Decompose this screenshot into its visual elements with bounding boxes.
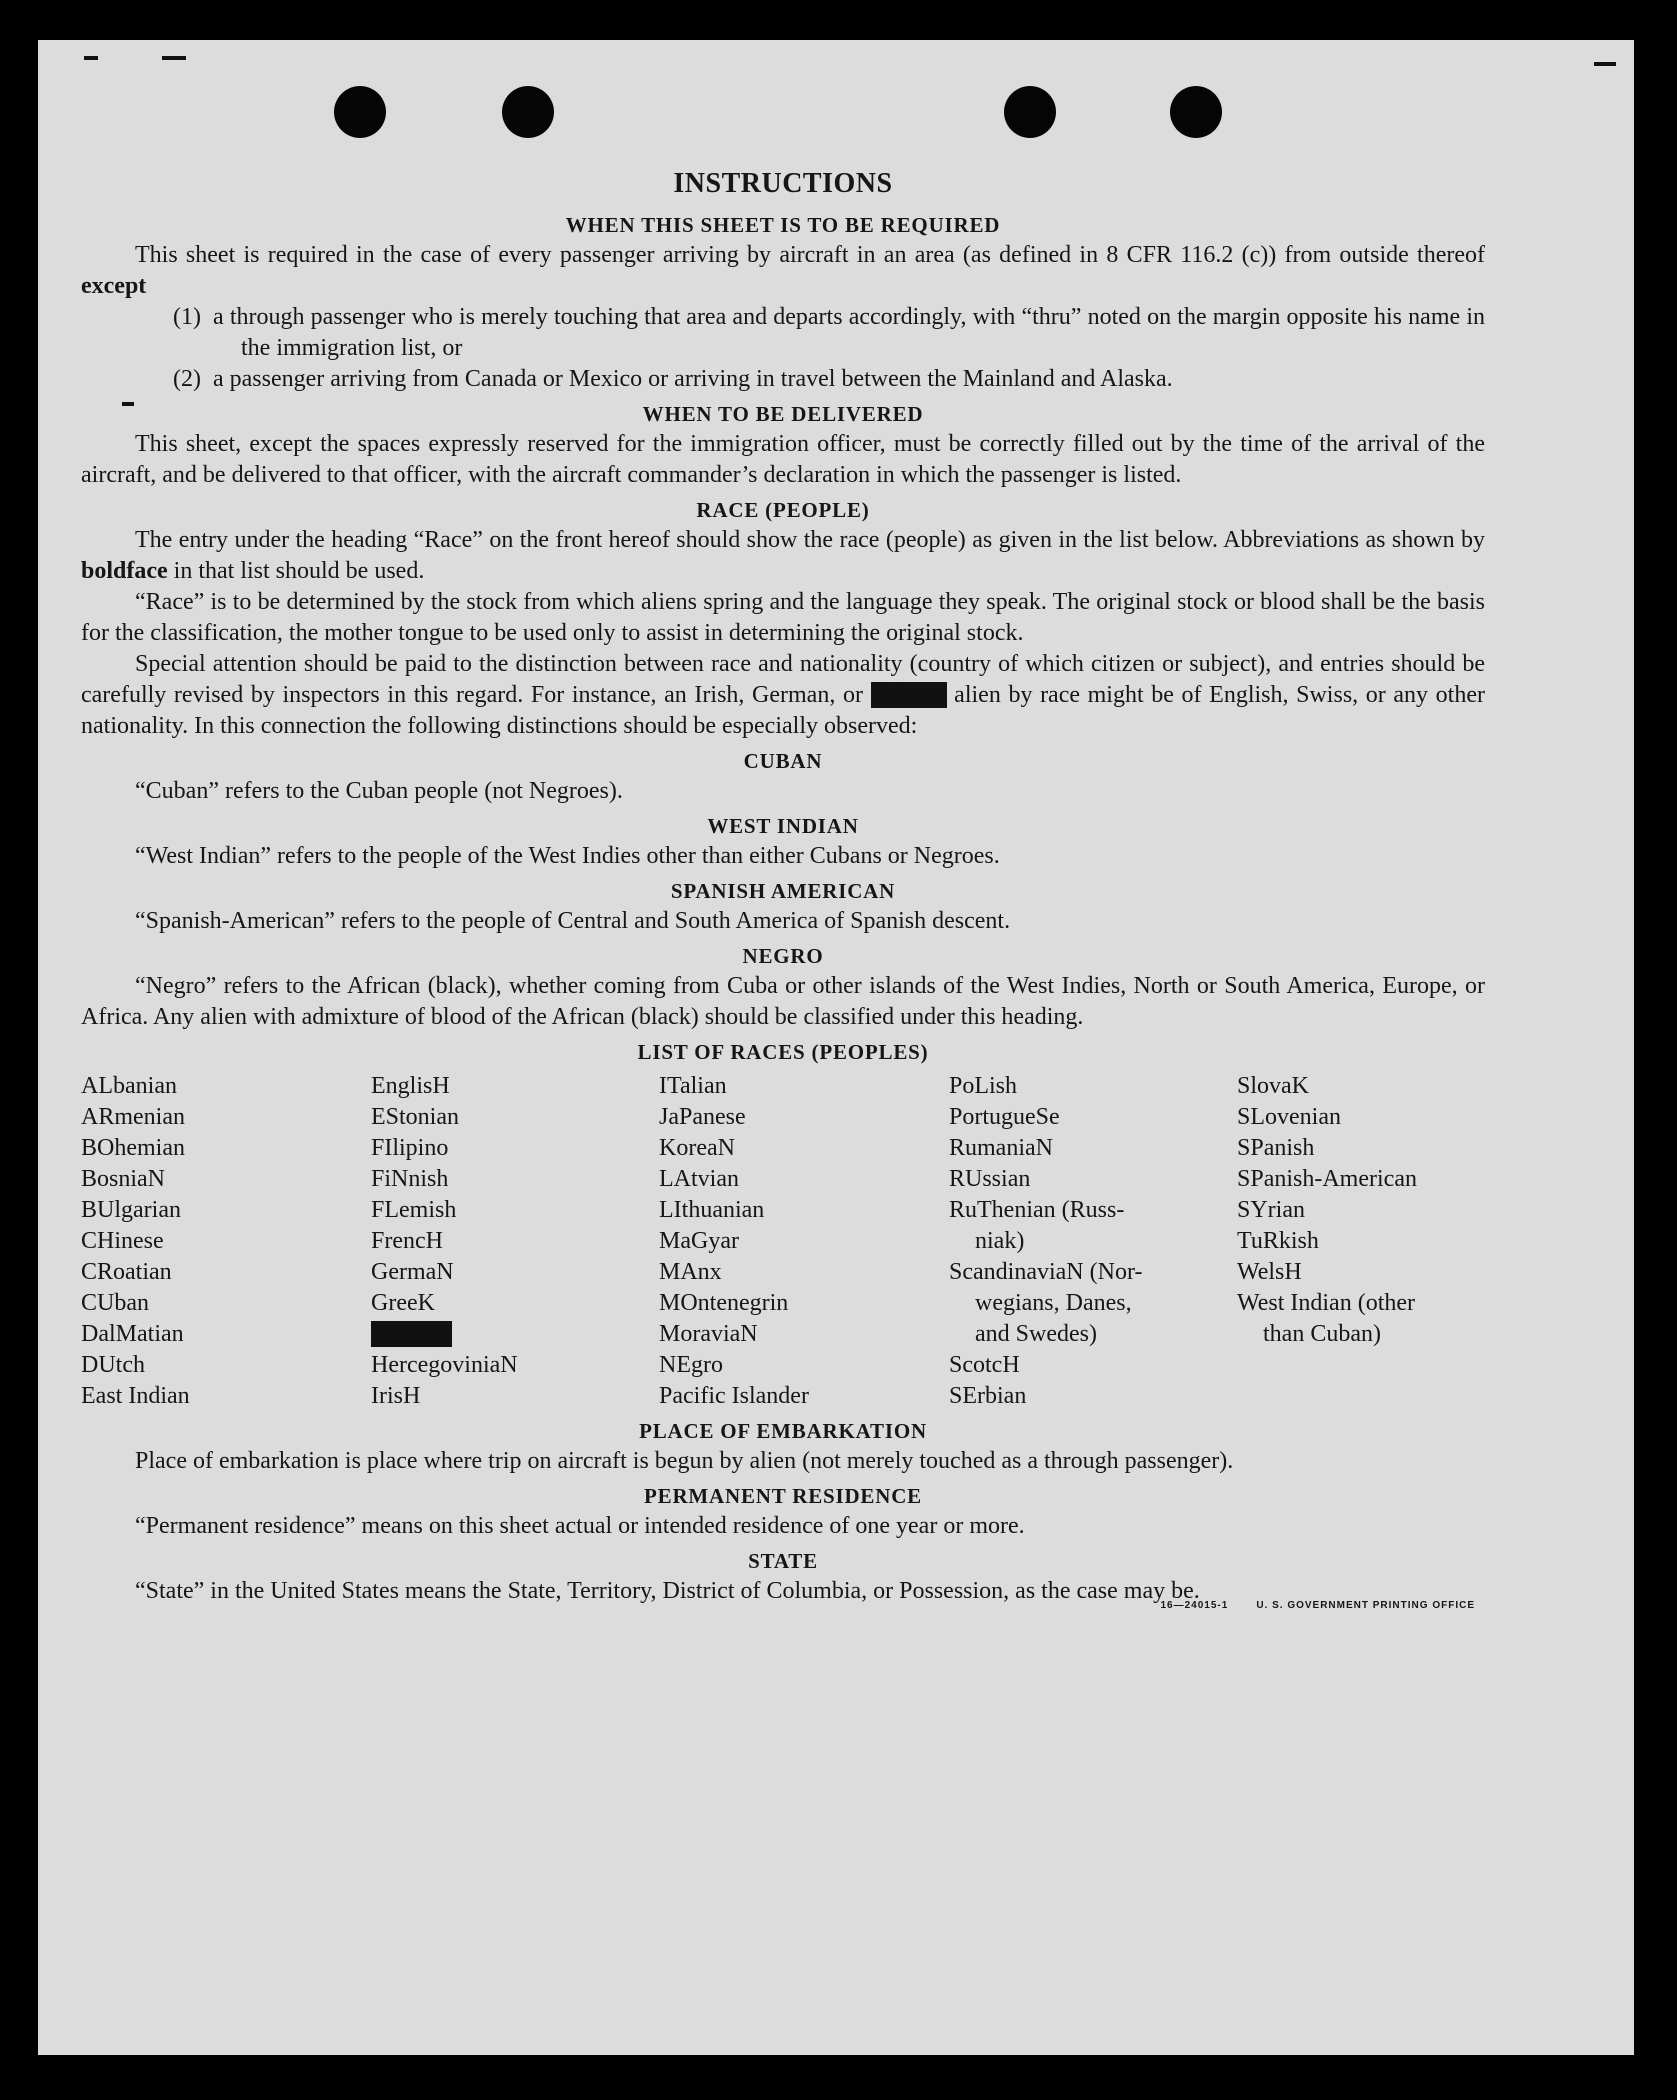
printer-name: U. S. GOVERNMENT PRINTING OFFICE xyxy=(1256,1600,1475,1611)
instructions-content xyxy=(81,168,1485,1611)
intro-except: except xyxy=(81,273,147,299)
heading-permanent-residence: PERMANENT RESIDENCE xyxy=(644,1484,922,1508)
race-entry: MAnx xyxy=(659,1259,722,1285)
race-entry: SPanish-American xyxy=(1237,1166,1417,1192)
heading-spanish-american: SPANISH AMERICAN xyxy=(670,879,896,903)
when-required-intro xyxy=(81,240,1485,302)
race-p3-text: Special attention should be paid to the distinction between race and nationality (country of which citizen or subject), and entries should be carefully revised by inspectors in this regard. For instance, an Irish, German, or xyxy=(81,651,1485,708)
negro-text: “Negro” refers to the African (black), whether coming from Cuba or other islands of the West Indies, North or South America, Europe, or Africa. Any alien with admixture of blood of the African (black) should be classified under this heading. xyxy=(81,973,1485,1030)
heading-embarkation: PLACE OF EMBARKATION xyxy=(639,1419,927,1443)
race-entry: RUssian xyxy=(949,1166,1031,1192)
race-p3-end: alien by race might be of English, Swiss, or any other nationality. In this connection the following distinctions should be especially observed: xyxy=(81,682,1485,739)
heading-when-delivered: WHEN TO BE DELIVERED xyxy=(642,402,924,426)
race-entry: NEgro xyxy=(659,1352,723,1378)
race-p1-bold: boldface xyxy=(81,558,168,584)
race-entry: ALbanian xyxy=(81,1073,177,1099)
race-paragraph-3 xyxy=(81,649,1485,742)
race-entry: FLemish xyxy=(371,1197,457,1223)
race-entry: PortugueSe xyxy=(949,1104,1060,1130)
heading-when-required: WHEN THIS SHEET IS TO BE REQUIRED xyxy=(565,213,1001,237)
spanish-american-text: “Spanish-American” refers to the people of Central and South America of Spanish descent. xyxy=(135,908,1011,934)
race-entry: EnglisH xyxy=(371,1073,450,1099)
cuban-text: “Cuban” refers to the Cuban people (not Negroes). xyxy=(135,778,623,804)
race-entry: FIlipino xyxy=(371,1135,449,1161)
speck xyxy=(162,56,186,60)
race-entry: ARmenian xyxy=(81,1104,185,1130)
document-page xyxy=(38,40,1634,2055)
speck xyxy=(1594,62,1616,66)
residence-text: “Permanent residence” means on this sheet actual or intended residence of one year or more. xyxy=(135,1513,1025,1539)
race-entry: WelsH xyxy=(1237,1259,1302,1285)
state-text: “State” in the United States means the State, Territory, District of Columbia, or Possession, as the case may be. xyxy=(135,1578,1200,1604)
punch-hole xyxy=(334,86,386,138)
race-paragraph-2: “Race” is to be determined by the stock from which aliens spring and the language they speak. The original stock or blood shall be the basis for the classification, the mother tongue to be used only to assist in determining the original stock. xyxy=(81,589,1485,646)
race-paragraph-1 xyxy=(81,525,1485,587)
race-entry: ScandinaviaN (Nor- xyxy=(949,1259,1143,1285)
heading-list-of-races: LIST OF RACES (PEOPLES) xyxy=(637,1040,929,1064)
race-p1-text: The entry under the heading “Race” on the front hereof should show the race (people) as given in the list below. Abbreviations as shown by xyxy=(135,527,1485,553)
item-text: a passenger arriving from Canada or Mexico or arriving in travel between the Mainland and Alaska. xyxy=(213,366,1173,392)
printer-imprint xyxy=(1132,1600,1475,1611)
west-indian-text: “West Indian” refers to the people of the West Indies other than either Cubans or Negroes. xyxy=(135,843,1000,869)
race-entry: West Indian (other xyxy=(1237,1290,1416,1316)
heading-state: STATE xyxy=(748,1549,818,1573)
race-column-2 xyxy=(371,1071,659,1412)
race-entry: SErbian xyxy=(949,1383,1027,1409)
exception-item xyxy=(81,302,1485,364)
state-section xyxy=(81,1576,1485,1611)
when-delivered-text: This sheet, except the spaces expressly reserved for the immigration officer, must be correctly filled out by the time of the arrival of the aircraft, and be delivered to that officer, with the aircraft commander’s declaration in which the passenger is listed. xyxy=(81,431,1485,488)
race-entry: BOhemian xyxy=(81,1135,185,1161)
race-entry: DUtch xyxy=(81,1352,145,1378)
race-entry: PoLish xyxy=(949,1073,1018,1099)
race-entry: CHinese xyxy=(81,1228,164,1254)
race-p1-end: in that list should be used. xyxy=(167,558,425,584)
heading-west-indian: WEST INDIAN xyxy=(707,814,859,838)
race-entry: TuRkish xyxy=(1237,1228,1319,1254)
race-entry: BUlgarian xyxy=(81,1197,181,1223)
heading-cuban: CUBAN xyxy=(743,749,823,773)
race-list xyxy=(81,1071,1485,1412)
intro-text: This sheet is required in the case of every passenger arriving by aircraft in an area (as defined in 8 CFR 116.2 (c)) from outside thereof xyxy=(135,242,1485,268)
race-entry: MaGyar xyxy=(659,1228,739,1254)
race-entry: East Indian xyxy=(81,1383,190,1409)
redacted-entry: HebreW xyxy=(371,1321,453,1347)
race-entry-redacted xyxy=(371,1319,659,1350)
race-entry-continued: than Cuban) xyxy=(1263,1321,1381,1347)
race-entry: RumaniaN xyxy=(949,1135,1053,1161)
race-entry: SYrian xyxy=(1237,1197,1305,1223)
embarkation-text: Place of embarkation is place where trip on aircraft is begun by alien (not merely touched as a through passenger). xyxy=(135,1448,1234,1474)
race-entry: Pacific Islander xyxy=(659,1383,809,1409)
race-entry: JaPanese xyxy=(659,1104,746,1130)
race-entry: FrencH xyxy=(371,1228,443,1254)
race-entry: RuThenian (Russ- xyxy=(949,1197,1125,1223)
race-entry: CRoatian xyxy=(81,1259,172,1285)
punch-hole xyxy=(1004,86,1056,138)
race-entry: SlovaK xyxy=(1237,1073,1309,1099)
race-entry: MoraviaN xyxy=(659,1321,758,1347)
race-entry: BosniaN xyxy=(81,1166,165,1192)
redacted-word: Hebrew xyxy=(870,682,947,708)
race-entry: HercegoviniaN xyxy=(371,1352,518,1378)
race-entry: CUban xyxy=(81,1290,149,1316)
race-entry: LIthuanian xyxy=(659,1197,765,1223)
race-entry: GreeK xyxy=(371,1290,435,1316)
race-column-3 xyxy=(659,1071,949,1412)
race-entry: LAtvian xyxy=(659,1166,739,1192)
item-number: (1) xyxy=(173,304,201,330)
speck xyxy=(84,56,98,60)
race-column-4 xyxy=(949,1071,1237,1412)
race-entry: GermaN xyxy=(371,1259,454,1285)
heading-negro: NEGRO xyxy=(742,944,824,968)
punch-hole xyxy=(502,86,554,138)
item-text: a through passenger who is merely touching that area and departs accordingly, with “thru” noted on the margin opposite his name in the immigration list, or xyxy=(213,304,1485,361)
race-entry: ScotcH xyxy=(949,1352,1020,1378)
race-entry-continued: wegians, Danes, xyxy=(975,1290,1132,1316)
race-entry-continued: niak) xyxy=(975,1228,1025,1254)
item-number: (2) xyxy=(173,366,201,392)
race-entry: KoreaN xyxy=(659,1135,735,1161)
race-column-5 xyxy=(1237,1071,1485,1412)
race-entry: EStonian xyxy=(371,1104,459,1130)
race-entry: DalMatian xyxy=(81,1321,184,1347)
race-entry: IrisH xyxy=(371,1383,421,1409)
race-entry-continued: and Swedes) xyxy=(975,1321,1097,1347)
race-entry: ITalian xyxy=(659,1073,727,1099)
race-entry: SPanish xyxy=(1237,1135,1315,1161)
race-entry: MOntenegrin xyxy=(659,1290,789,1316)
race-column-1 xyxy=(81,1071,371,1412)
race-entry: FiNnish xyxy=(371,1166,449,1192)
punch-hole xyxy=(1170,86,1222,138)
form-number: 16—24015-1 xyxy=(1160,1600,1229,1611)
exception-item xyxy=(81,364,1485,395)
heading-race: RACE (PEOPLE) xyxy=(696,498,870,522)
race-entry: SLovenian xyxy=(1237,1104,1341,1130)
page-title: INSTRUCTIONS xyxy=(673,168,893,199)
